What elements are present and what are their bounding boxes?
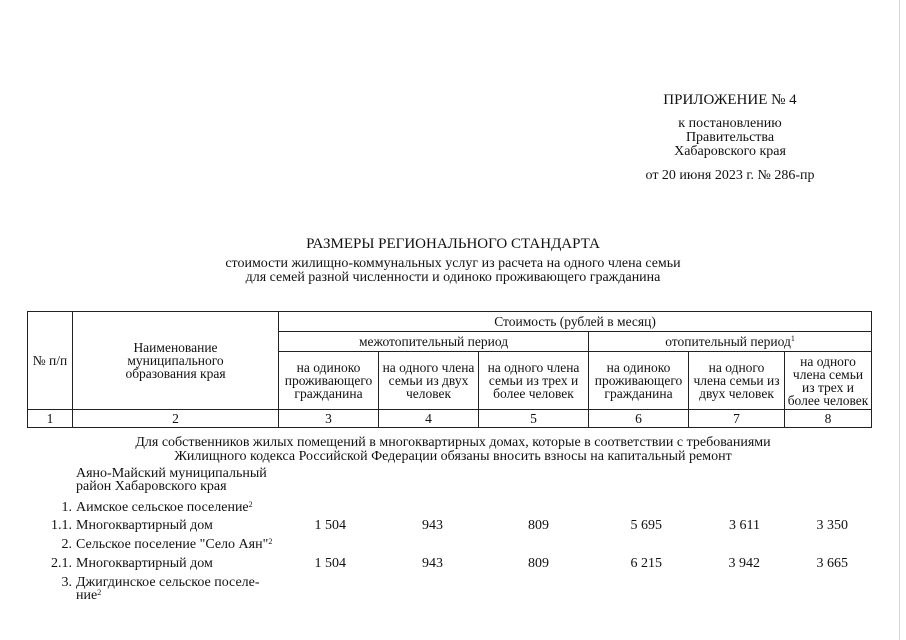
settlement-name (76, 538, 286, 551)
document-subtitle-line-1: стоимости жилищно-коммунальных услуг из расчета на одного члена семьи (225, 256, 681, 271)
footnote-mark: 2 (97, 588, 102, 597)
cell-value: 943 (422, 556, 443, 571)
footnote-mark: 2 (268, 537, 273, 546)
cell-value: 1 504 (314, 518, 346, 533)
column-number: 5 (479, 410, 589, 428)
column-number: 3 (279, 410, 379, 428)
settlement-name-text: Сельское поселение "Село Аян" (76, 537, 269, 552)
header-single: на одиноко проживающего гражданина (589, 352, 689, 410)
row-number: 3. (61, 575, 72, 590)
header-single: на одиноко проживающего гражданина (279, 352, 379, 410)
document-subtitle-line-2: для семей разной численности и одиноко проживающего гражданина (245, 270, 661, 285)
settlement-name-line-1: Джигдинское сельское поселе- (76, 575, 260, 590)
cell-value: 5 695 (630, 518, 662, 533)
district-name-line-1: Аяно-Майский муниципальный (76, 466, 267, 481)
header-period-interheating: межотопительный период (279, 332, 589, 352)
cell-value: 6 215 (630, 556, 662, 571)
row-number: 1.1. (51, 518, 72, 533)
row-number: 1. (61, 500, 72, 515)
header-number: № п/п (28, 312, 73, 410)
appendix-line-1: к постановлению (678, 116, 782, 131)
appendix-title: ПРИЛОЖЕНИЕ № 4 (663, 92, 797, 108)
header-name: Наименование муниципального образования края (73, 312, 279, 410)
cell-value: 3 942 (728, 556, 760, 571)
cell-value: 809 (528, 556, 549, 571)
document-title: РАЗМЕРЫ РЕГИОНАЛЬНОГО СТАНДАРТА (306, 236, 600, 252)
appendix-line-2: Правительства (685, 130, 775, 145)
cell-value: 3 611 (729, 518, 760, 533)
cell-value: 3 665 (816, 556, 848, 571)
header-two-person: на одного члена семьи из двух человек (689, 352, 785, 410)
column-number: 1 (28, 410, 73, 428)
column-number: 2 (73, 410, 279, 428)
district-name-line-2: район Хабаровского края (76, 479, 227, 494)
footnote-mark: 1 (790, 334, 795, 343)
cell-value: 809 (528, 518, 549, 533)
standards-table-header (27, 311, 872, 428)
settlement-name (76, 501, 286, 514)
column-number: 8 (785, 410, 872, 428)
condition-note (0, 436, 906, 464)
header-three-plus: на одного члена семьи из трех и более человек (479, 352, 589, 410)
cell-value: 943 (422, 518, 443, 533)
document-subtitle (0, 257, 906, 285)
appendix-date: от 20 июня 2023 г. № 286-пр (645, 168, 815, 183)
column-number: 4 (379, 410, 479, 428)
header-period-heating (589, 332, 872, 352)
district-name (76, 467, 286, 493)
footnote-mark: 2 (248, 500, 253, 509)
header-cost: Стоимость (рублей в месяц) (279, 312, 872, 332)
settlement-name-line-2 (76, 589, 286, 602)
settlement-name-text: Аимское сельское поселение (76, 500, 249, 515)
cell-value: 3 350 (816, 518, 848, 533)
column-number: 7 (689, 410, 785, 428)
row-number: 2.1. (51, 556, 72, 571)
condition-note-line-2: Жилищного кодекса Российской Федерации обязаны вносить взносы на капитальный ремонт (174, 449, 732, 464)
column-number: 6 (589, 410, 689, 428)
appendix-line-3: Хабаровского края (674, 144, 786, 159)
appendix-block (560, 92, 900, 183)
row-name: Многоквартирный дом (76, 556, 213, 571)
row-number: 2. (61, 537, 72, 552)
settlement-name (76, 576, 286, 602)
settlement-name-text: ние (76, 588, 98, 603)
header-three-plus: на одного члена семьи из трех и более человек (785, 352, 872, 410)
header-two-person: на одного члена семьи из двух человек (379, 352, 479, 410)
header-period-heating-label: отопительный период (665, 334, 791, 349)
row-name: Многоквартирный дом (76, 518, 213, 533)
condition-note-line-1: Для собственников жилых помещений в многоквартирных домах, которые в соответствии с требованиями (135, 435, 771, 450)
cell-value: 1 504 (314, 556, 346, 571)
